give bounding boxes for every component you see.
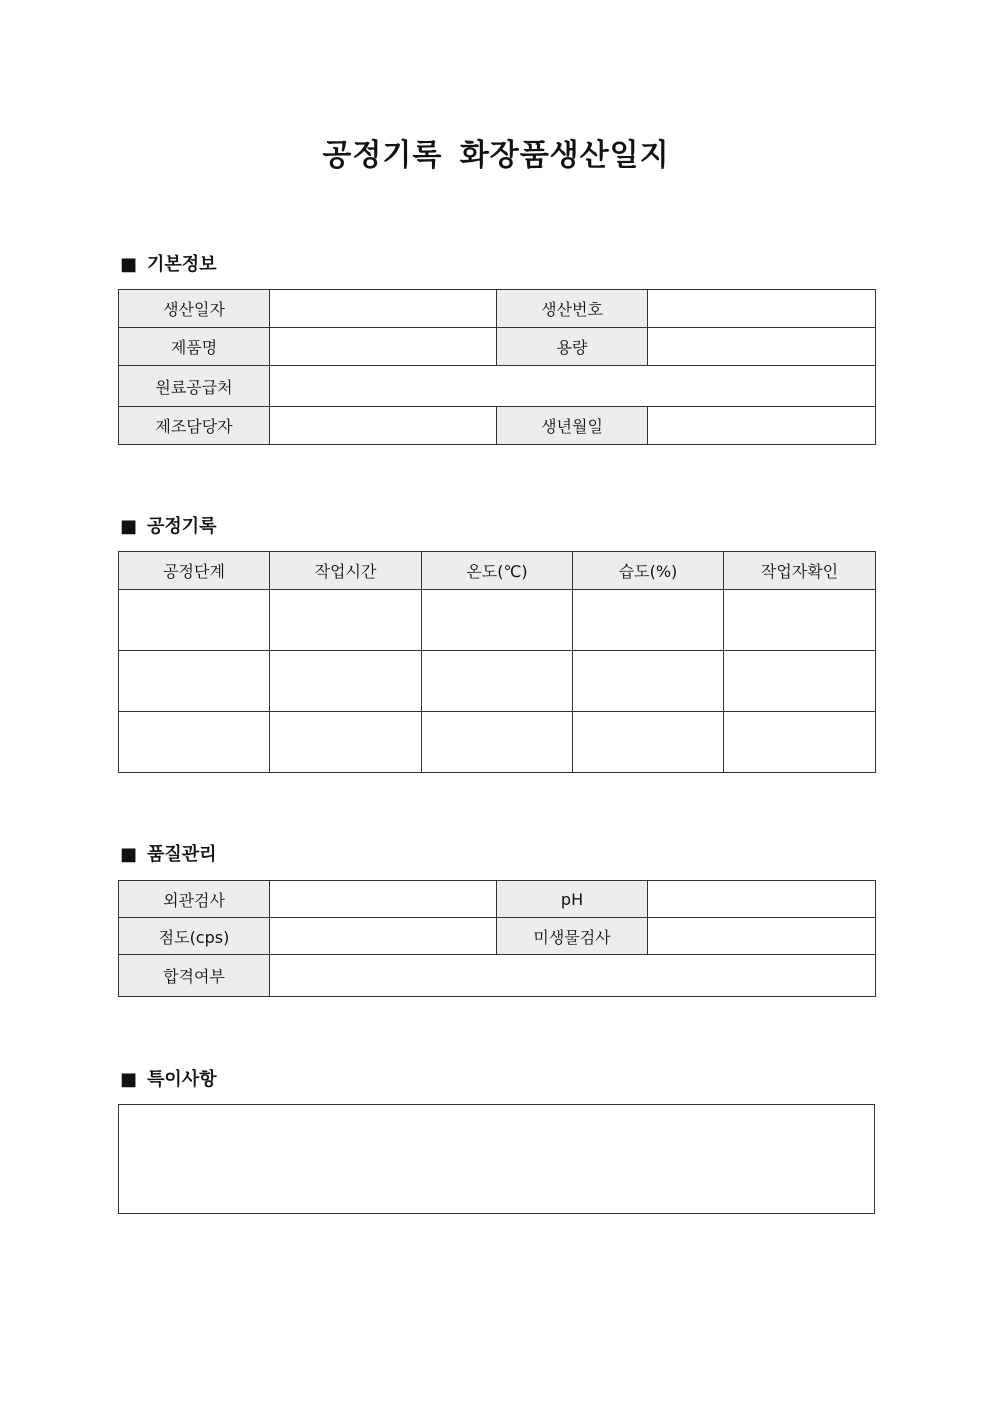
birth-date-label: 생년월일 <box>497 407 648 445</box>
raw-supplier-field[interactable] <box>270 366 876 407</box>
square-bullet-icon: ■ <box>120 1069 138 1090</box>
column-header-temperature: 온도(℃) <box>422 552 573 590</box>
capacity-field[interactable] <box>648 328 876 366</box>
table-row <box>119 590 876 651</box>
product-name-field[interactable] <box>270 328 497 366</box>
production-date-field[interactable] <box>270 290 497 328</box>
section-title: 특이사항 <box>147 1069 217 1090</box>
square-bullet-icon: ■ <box>120 844 138 865</box>
column-header-process-step: 공정단계 <box>119 552 270 590</box>
section-title: 기본정보 <box>147 254 217 275</box>
production-number-field[interactable] <box>648 290 876 328</box>
process-step-cell[interactable] <box>119 712 270 773</box>
capacity-label: 용량 <box>497 328 648 366</box>
birth-date-field[interactable] <box>648 407 876 445</box>
manufacturer-field[interactable] <box>270 407 497 445</box>
notes-table <box>118 1104 875 1214</box>
process-step-cell[interactable] <box>119 590 270 651</box>
column-header-humidity: 습도(%) <box>573 552 724 590</box>
basic-info-table <box>118 289 876 445</box>
temperature-cell[interactable] <box>422 590 573 651</box>
appearance-field[interactable] <box>270 881 497 918</box>
temperature-cell[interactable] <box>422 712 573 773</box>
notes-field[interactable] <box>119 1105 875 1214</box>
table-row <box>119 712 876 773</box>
table-row <box>119 918 876 955</box>
process-record-table <box>118 551 876 773</box>
work-time-cell[interactable] <box>270 651 422 712</box>
temperature-cell[interactable] <box>422 651 573 712</box>
pass-status-field[interactable] <box>270 955 876 997</box>
table-row <box>119 1105 875 1214</box>
section-heading-quality-control <box>120 843 217 867</box>
process-step-cell[interactable] <box>119 651 270 712</box>
microbial-label: 미생물검사 <box>497 918 648 955</box>
worker-confirm-cell[interactable] <box>724 712 876 773</box>
work-time-cell[interactable] <box>270 712 422 773</box>
table-row <box>119 366 876 407</box>
table-row <box>119 290 876 328</box>
quality-control-table <box>118 880 876 997</box>
raw-supplier-label: 원료공급처 <box>119 366 270 407</box>
pass-status-label: 합격여부 <box>119 955 270 997</box>
viscosity-label: 점도(cps) <box>119 918 270 955</box>
appearance-label: 외관검사 <box>119 881 270 918</box>
humidity-cell[interactable] <box>573 590 724 651</box>
worker-confirm-cell[interactable] <box>724 590 876 651</box>
ph-label: pH <box>497 881 648 918</box>
worker-confirm-cell[interactable] <box>724 651 876 712</box>
square-bullet-icon: ■ <box>120 254 138 275</box>
ph-field[interactable] <box>648 881 876 918</box>
table-row <box>119 407 876 445</box>
table-row <box>119 955 876 997</box>
section-heading-process-record <box>120 515 217 539</box>
page-title: 공정기록 화장품생산일지 <box>322 138 670 173</box>
column-header-worker-confirm: 작업자확인 <box>724 552 876 590</box>
table-row <box>119 651 876 712</box>
product-name-label: 제품명 <box>119 328 270 366</box>
table-row <box>119 881 876 918</box>
microbial-field[interactable] <box>648 918 876 955</box>
humidity-cell[interactable] <box>573 712 724 773</box>
square-bullet-icon: ■ <box>120 516 138 537</box>
production-date-label: 생산일자 <box>119 290 270 328</box>
section-title: 공정기록 <box>147 516 217 537</box>
viscosity-field[interactable] <box>270 918 497 955</box>
table-header-row <box>119 552 876 590</box>
humidity-cell[interactable] <box>573 651 724 712</box>
column-header-work-time: 작업시간 <box>270 552 422 590</box>
production-number-label: 생산번호 <box>497 290 648 328</box>
work-time-cell[interactable] <box>270 590 422 651</box>
manufacturer-label: 제조담당자 <box>119 407 270 445</box>
table-row <box>119 328 876 366</box>
section-title: 품질관리 <box>147 844 217 865</box>
section-heading-notes <box>120 1068 217 1092</box>
section-heading-basic-info <box>120 253 217 277</box>
